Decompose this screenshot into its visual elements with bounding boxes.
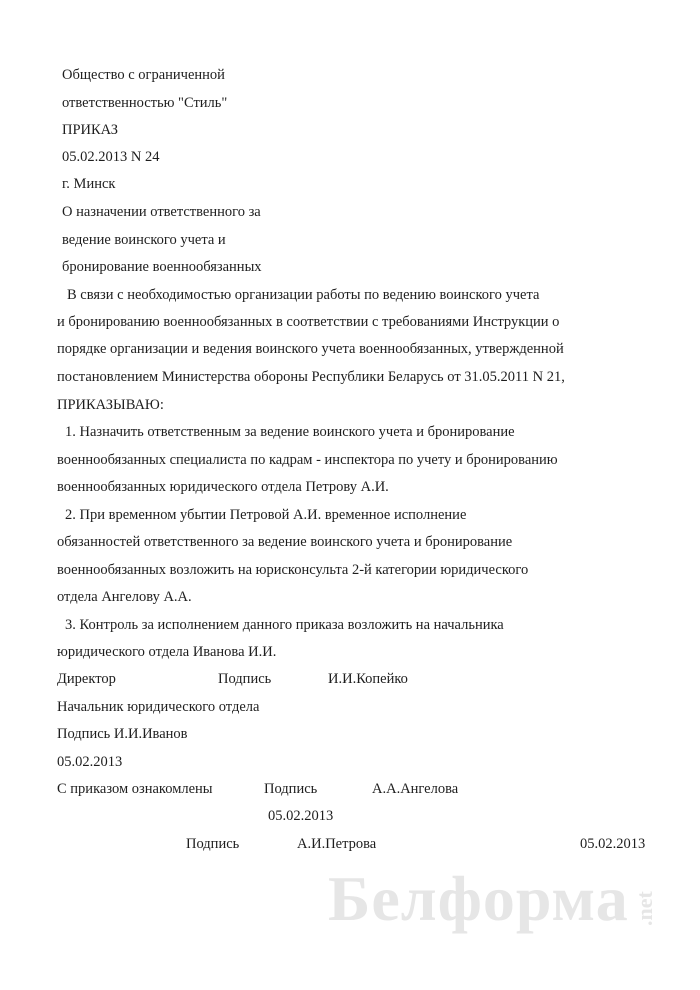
- watermark-logo-suffix: .net: [632, 891, 657, 926]
- item-1-line-2: военнообязанных специалиста по кадрам - инспектора по учету и бронированию: [57, 452, 558, 468]
- subject-line-2: ведение воинского учета и: [62, 232, 226, 248]
- acknowledgement-1-name: А.А.Ангелова: [372, 781, 459, 797]
- head-of-legal-signature: Подпись И.И.Иванов: [57, 726, 188, 742]
- item-2-line-2: обязанностей ответственного за ведение воинского учета и бронирование: [57, 534, 513, 550]
- director-name: И.И.Копейко: [328, 671, 408, 687]
- director-title: Директор: [57, 671, 116, 687]
- preamble-line-2: и бронированию военнообязанных в соответствии с требованиями Инструкции о: [57, 314, 560, 330]
- document-city: г. Минск: [62, 176, 116, 192]
- director-signature: Подпись: [218, 671, 272, 687]
- acknowledgement-1-signature: Подпись: [264, 781, 318, 797]
- order-word: ПРИКАЗЫВАЮ:: [57, 397, 164, 413]
- organization-name-line-2: ответственностью "Стиль": [62, 95, 228, 111]
- organization-name-line-1: Общество с ограниченной: [62, 67, 225, 83]
- item-2-line-1: 2. При временном убытии Петровой А.И. временное исполнение: [65, 507, 467, 523]
- preamble-line-4: постановлением Министерства обороны Республики Беларусь от 31.05.2011 N 21,: [57, 369, 565, 385]
- head-of-legal-title: Начальник юридического отдела: [57, 699, 260, 715]
- subject-line-3: бронирование военнообязанных: [62, 259, 262, 275]
- document-date-number: 05.02.2013 N 24: [62, 149, 160, 165]
- item-3-line-2: юридического отдела Иванова И.И.: [57, 644, 277, 660]
- acknowledgement-2-date: 05.02.2013: [580, 836, 646, 852]
- item-1-line-3: военнообязанных юридического отдела Петрову А.И.: [57, 479, 389, 495]
- preamble-line-1: В связи с необходимостью организации работы по ведению воинского учета: [67, 287, 540, 303]
- acknowledgement-2-signature: Подпись: [186, 836, 240, 852]
- item-2-line-3: военнообязанных возложить на юрисконсульта 2-й категории юридического: [57, 562, 529, 578]
- acknowledgement-1-date: 05.02.2013: [268, 808, 334, 824]
- document-type: ПРИКАЗ: [62, 122, 119, 138]
- watermark-logo: Белформа: [328, 863, 629, 934]
- item-1-line-1: 1. Назначить ответственным за ведение воинского учета и бронирование: [65, 424, 515, 440]
- acknowledgement-2-name: А.И.Петрова: [297, 836, 377, 852]
- acknowledgement-label: С приказом ознакомлены: [57, 781, 213, 797]
- subject-line-1: О назначении ответственного за: [62, 204, 261, 220]
- preamble-line-3: порядке организации и ведения воинского учета военнообязанных, утвержденной: [57, 341, 564, 357]
- head-of-legal-date: 05.02.2013: [57, 754, 123, 770]
- item-2-line-4: отдела Ангелову А.А.: [57, 589, 192, 605]
- item-3-line-1: 3. Контроль за исполнением данного приказа возложить на начальника: [65, 617, 504, 633]
